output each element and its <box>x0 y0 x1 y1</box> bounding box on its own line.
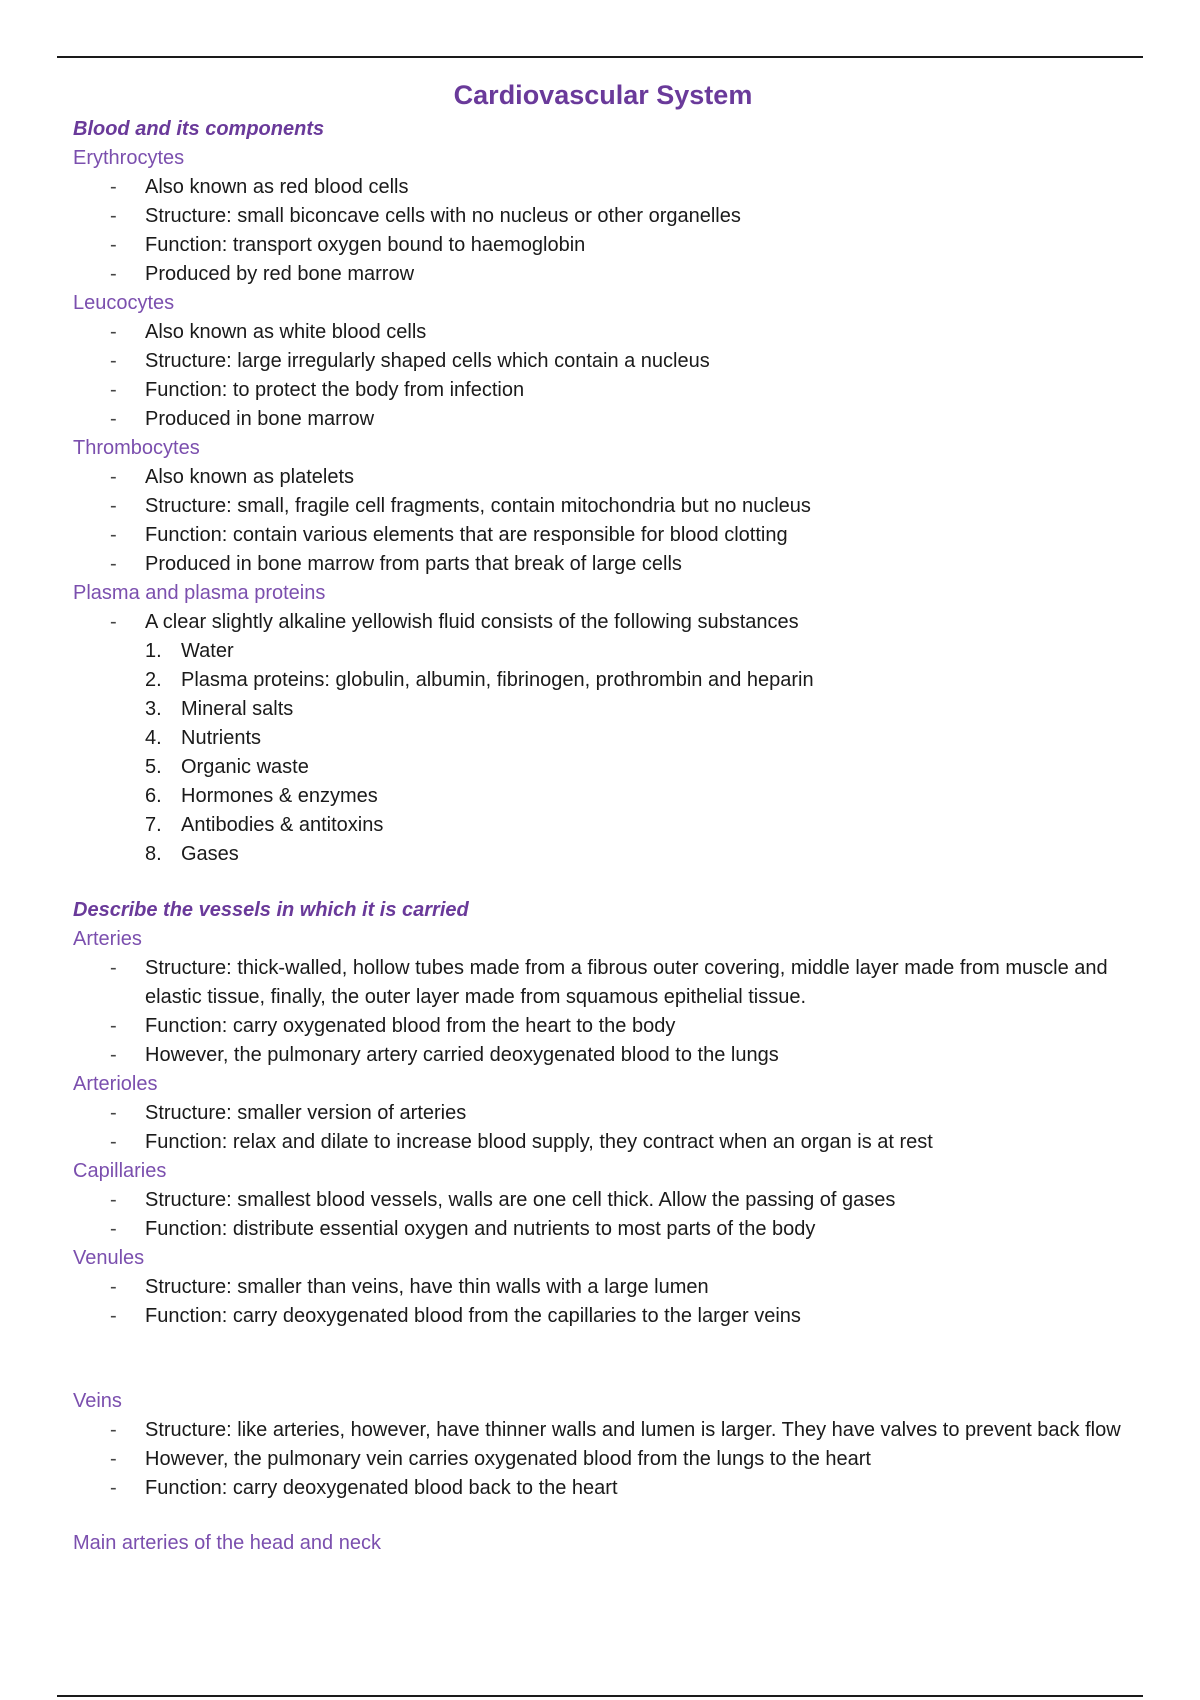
item-number: 2. <box>145 669 162 691</box>
leucocytes-list <box>73 318 1133 434</box>
page-title: Cardiovascular System <box>453 80 753 110</box>
bullet-dash: - <box>110 1189 117 1211</box>
venules-list <box>73 1273 1133 1331</box>
bullet-dash: - <box>110 379 117 401</box>
spacer <box>73 869 1133 895</box>
list-item-text: Structure: small, fragile cell fragments, contain mitochondria but no nucleus <box>145 495 811 517</box>
list-item-text: Produced in bone marrow from parts that break of large cells <box>145 553 682 575</box>
numbered-item-text: Organic waste <box>181 756 309 778</box>
list-item <box>73 260 1133 289</box>
bullet-dash: - <box>110 466 117 488</box>
numbered-item <box>73 840 1133 869</box>
list-item <box>73 1416 1133 1445</box>
numbered-item-text: Nutrients <box>181 727 262 749</box>
list-item-text: A clear slightly alkaline yellowish fluid consists of the following substances <box>145 611 799 633</box>
list-item <box>73 231 1133 260</box>
list-item <box>73 202 1133 231</box>
numbered-item <box>73 753 1133 782</box>
list-item <box>73 347 1133 376</box>
subheading-arteries: Arteries <box>73 928 142 950</box>
bullet-dash: - <box>110 350 117 372</box>
bullet-dash: - <box>110 1102 117 1124</box>
list-item <box>73 1474 1133 1503</box>
item-number: 3. <box>145 698 162 720</box>
bullet-dash: - <box>110 524 117 546</box>
bullet-dash: - <box>110 1419 117 1441</box>
numbered-item-text: Hormones & enzymes <box>181 785 378 807</box>
numbered-item-text: Mineral salts <box>181 698 294 720</box>
capillaries-list <box>73 1186 1133 1244</box>
list-item-text: Produced by red bone marrow <box>145 263 415 285</box>
list-item <box>73 173 1133 202</box>
item-number: 7. <box>145 814 162 836</box>
subheading-veins: Veins <box>73 1390 122 1412</box>
subheading-erythrocytes: Erythrocytes <box>73 147 185 169</box>
subheading-thrombocytes: Thrombocytes <box>73 437 200 459</box>
bullet-dash: - <box>110 1276 117 1298</box>
list-item <box>73 1302 1133 1331</box>
arterioles-list <box>73 1099 1133 1157</box>
list-item <box>73 1445 1133 1474</box>
bullet-dash: - <box>110 176 117 198</box>
list-item-text: Function: carry deoxygenated blood from the capillaries to the larger veins <box>145 1305 801 1327</box>
subheading-head-neck-arteries: Main arteries of the head and neck <box>73 1532 381 1554</box>
list-item <box>73 1041 1133 1070</box>
subheading-arterioles: Arterioles <box>73 1073 158 1095</box>
list-item-text: Function: relax and dilate to increase blood supply, they contract when an organ is at rest <box>145 1131 933 1153</box>
subheading-plasma: Plasma and plasma proteins <box>73 582 326 604</box>
thrombocytes-list <box>73 463 1133 579</box>
top-rule <box>57 56 1143 58</box>
bullet-dash: - <box>110 1044 117 1066</box>
section-heading-blood: Blood and its components <box>73 118 325 140</box>
item-number: 8. <box>145 843 162 865</box>
numbered-item <box>73 724 1133 753</box>
numbered-item <box>73 637 1133 666</box>
bottom-rule <box>57 1695 1143 1697</box>
arteries-list <box>73 954 1133 1070</box>
numbered-item-text: Antibodies & antitoxins <box>181 814 384 836</box>
list-item-text: Function: to protect the body from infection <box>145 379 525 401</box>
list-item-text: Structure: smallest blood vessels, walls are one cell thick. Allow the passing of gases <box>145 1189 896 1211</box>
numbered-item <box>73 666 1133 695</box>
bullet-dash: - <box>110 1015 117 1037</box>
numbered-item <box>73 695 1133 724</box>
list-item <box>73 492 1133 521</box>
numbered-item-text: Plasma proteins: globulin, albumin, fibrinogen, prothrombin and heparin <box>181 669 814 691</box>
list-item-text: Structure: large irregularly shaped cells which contain a nucleus <box>145 350 710 372</box>
list-item <box>73 1012 1133 1041</box>
bullet-dash: - <box>110 321 117 343</box>
numbered-item <box>73 782 1133 811</box>
bullet-dash: - <box>110 957 117 979</box>
bullet-dash: - <box>110 553 117 575</box>
erythrocytes-list <box>73 173 1133 289</box>
list-item <box>73 1215 1133 1244</box>
list-item <box>73 521 1133 550</box>
item-number: 5. <box>145 756 162 778</box>
veins-list <box>73 1416 1133 1503</box>
bullet-dash: - <box>110 1218 117 1240</box>
plasma-substances-list <box>73 637 1133 869</box>
plasma-list <box>73 608 1133 637</box>
list-item-text: Function: transport oxygen bound to haemoglobin <box>145 234 586 256</box>
bullet-dash: - <box>110 1131 117 1153</box>
list-item-text: However, the pulmonary vein carries oxygenated blood from the lungs to the heart <box>145 1448 871 1470</box>
spacer <box>73 1503 1133 1529</box>
document-page <box>73 76 1133 1558</box>
list-item-text: Structure: smaller than veins, have thin walls with a large lumen <box>145 1276 709 1298</box>
list-item-text: Also known as white blood cells <box>145 321 427 343</box>
list-item <box>73 318 1133 347</box>
subheading-venules: Venules <box>73 1247 145 1269</box>
list-item <box>73 608 1133 637</box>
numbered-item <box>73 811 1133 840</box>
list-item-text: Also known as red blood cells <box>145 176 409 198</box>
bullet-dash: - <box>110 234 117 256</box>
bullet-dash: - <box>110 1305 117 1327</box>
list-item-text: Function: carry deoxygenated blood back to the heart <box>145 1477 618 1499</box>
list-item <box>73 463 1133 492</box>
list-item-text: Structure: like arteries, however, have thinner walls and lumen is larger. They have valves to prevent back flow <box>145 1419 1121 1441</box>
subheading-leucocytes: Leucocytes <box>73 292 175 314</box>
item-number: 6. <box>145 785 162 807</box>
list-item-text: Structure: small biconcave cells with no nucleus or other organelles <box>145 205 741 227</box>
bullet-dash: - <box>110 408 117 430</box>
list-item <box>73 1099 1133 1128</box>
list-item-text: Structure: thick-walled, hollow tubes made from a fibrous outer covering, middle layer made from muscle and elastic tissue, finally, the outer layer made from squamous epithelial tissue. <box>145 957 1108 1008</box>
numbered-item-text: Water <box>181 640 234 662</box>
list-item-text: Function: contain various elements that are responsible for blood clotting <box>145 524 788 546</box>
list-item <box>73 954 1133 1012</box>
bullet-dash: - <box>110 263 117 285</box>
spacer <box>73 1331 1133 1387</box>
list-item <box>73 405 1133 434</box>
list-item-text: Structure: smaller version of arteries <box>145 1102 467 1124</box>
list-item <box>73 1273 1133 1302</box>
bullet-dash: - <box>110 1448 117 1470</box>
list-item-text: Also known as platelets <box>145 466 355 488</box>
list-item <box>73 1128 1133 1157</box>
item-number: 1. <box>145 640 162 662</box>
list-item-text: However, the pulmonary artery carried deoxygenated blood to the lungs <box>145 1044 779 1066</box>
list-item-text: Function: carry oxygenated blood from the heart to the body <box>145 1015 676 1037</box>
bullet-dash: - <box>110 1477 117 1499</box>
section-heading-vessels: Describe the vessels in which it is carried <box>73 899 469 921</box>
list-item <box>73 1186 1133 1215</box>
bullet-dash: - <box>110 205 117 227</box>
bullet-dash: - <box>110 495 117 517</box>
list-item <box>73 376 1133 405</box>
item-number: 4. <box>145 727 162 749</box>
numbered-item-text: Gases <box>181 843 239 865</box>
list-item <box>73 550 1133 579</box>
bullet-dash: - <box>110 611 117 633</box>
subheading-capillaries: Capillaries <box>73 1160 167 1182</box>
list-item-text: Produced in bone marrow <box>145 408 375 430</box>
list-item-text: Function: distribute essential oxygen and nutrients to most parts of the body <box>145 1218 816 1240</box>
